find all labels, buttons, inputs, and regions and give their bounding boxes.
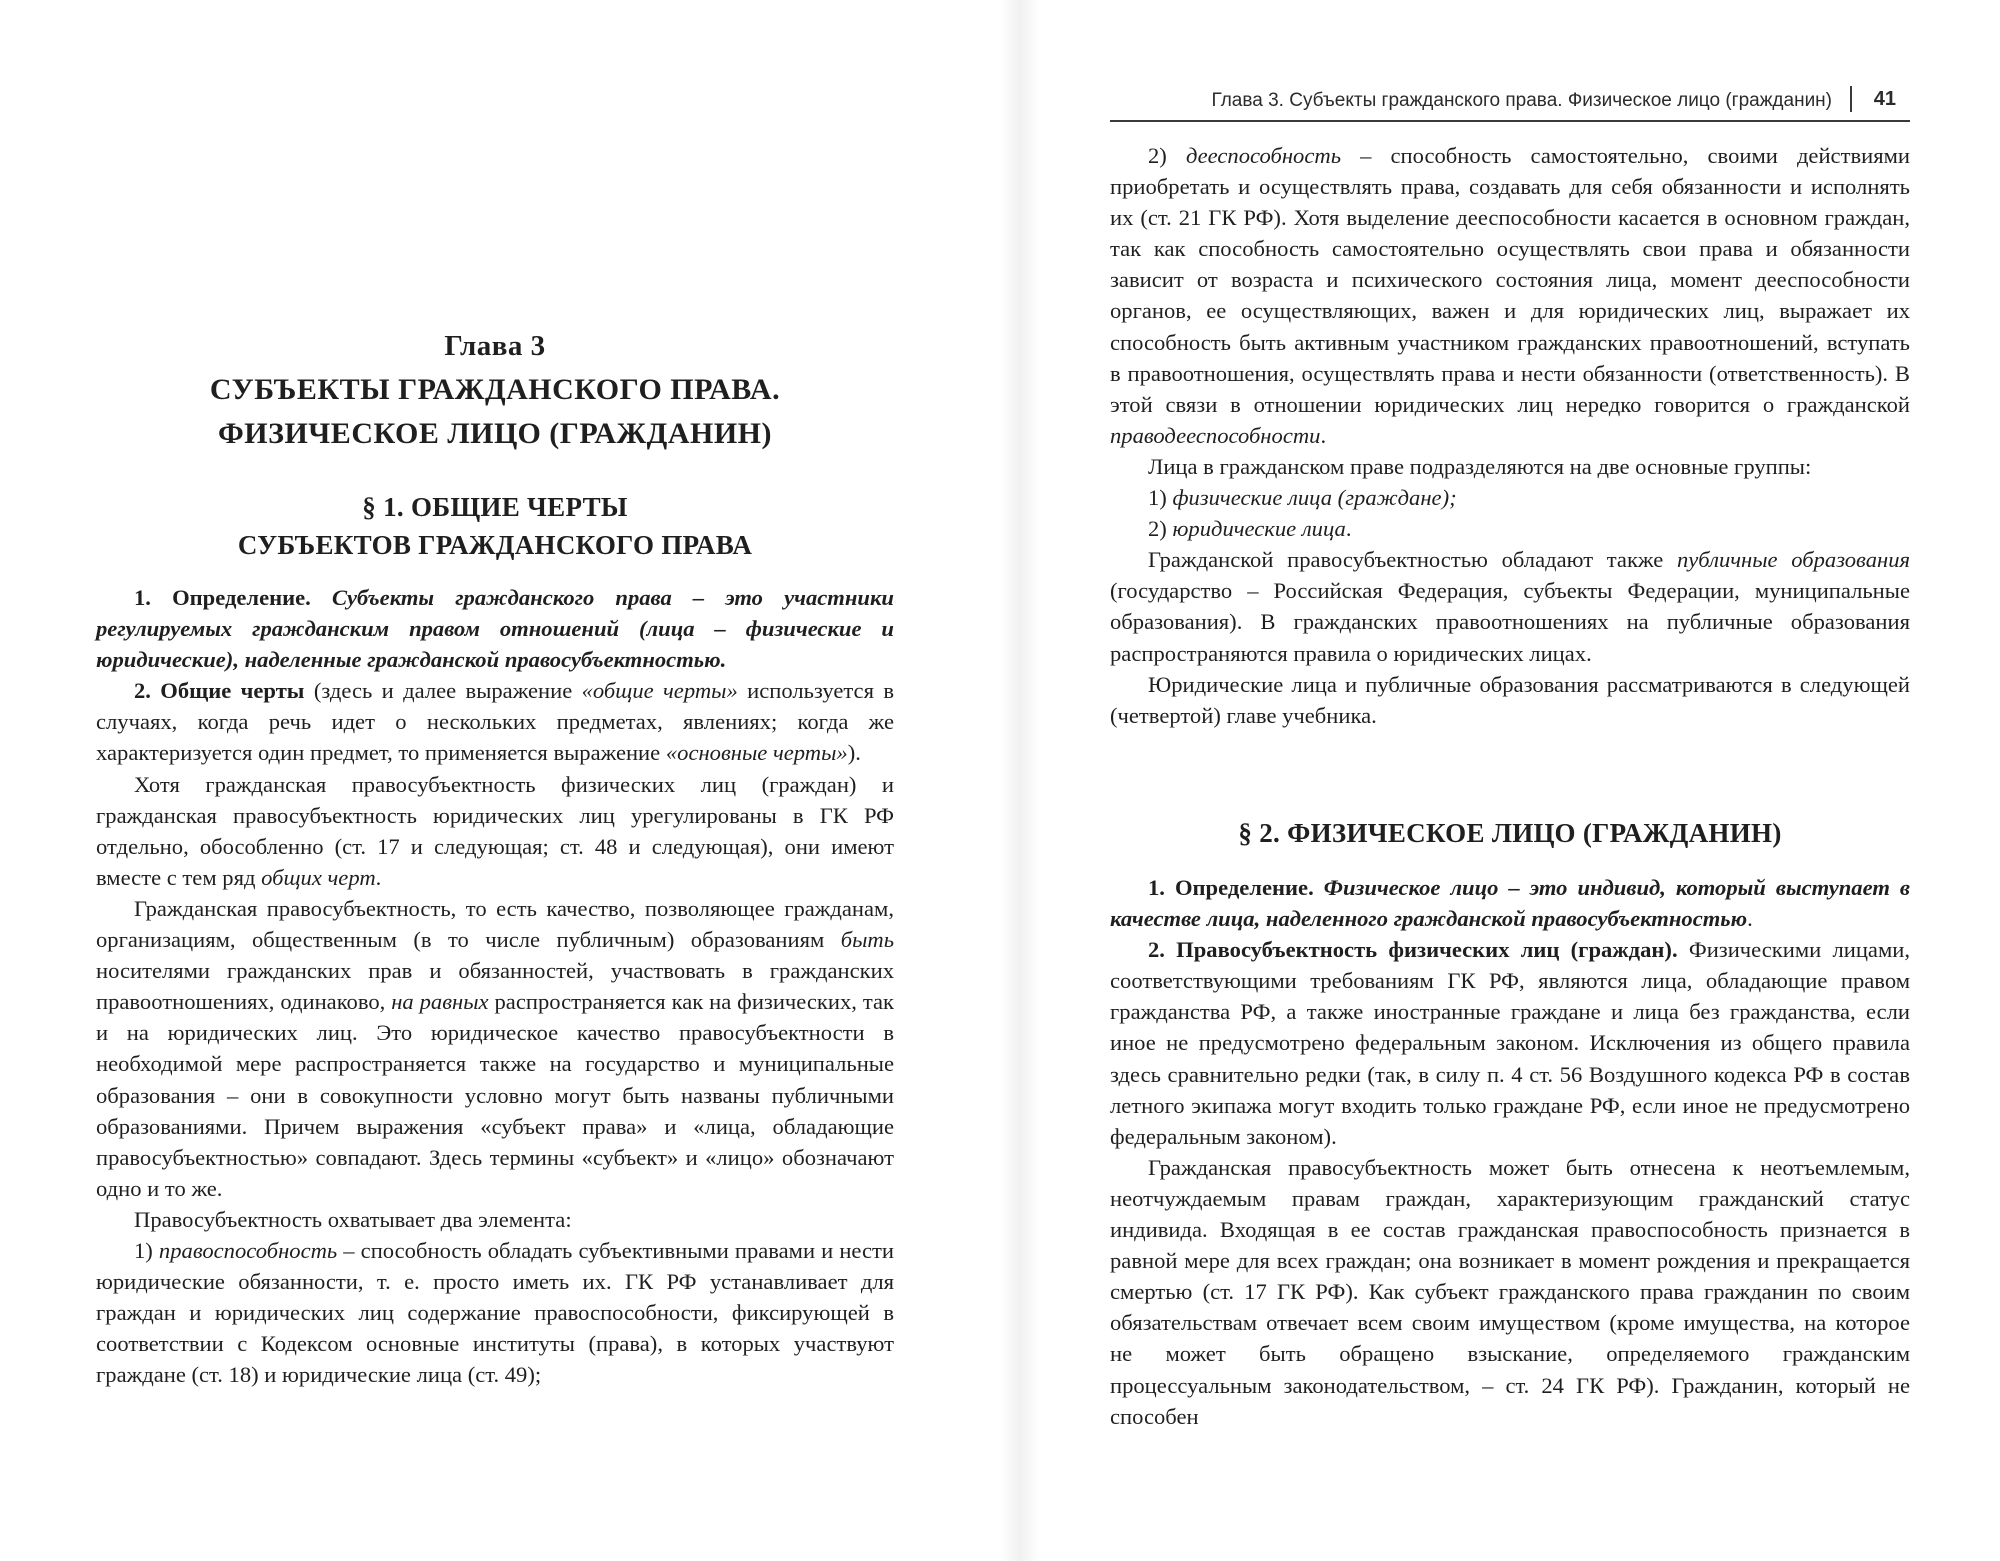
capacity-to-act-term: дееспособность xyxy=(1185,143,1341,168)
common-features-term-1: «общие черты» xyxy=(581,678,738,704)
section-2-heading-text: § 2. ФИЗИЧЕСКОЕ ЛИЦО (ГРАЖДАНИН) xyxy=(1238,818,1782,848)
paragraph-capacity-to-act xyxy=(1110,140,1910,451)
public-entities-term: публичные образования xyxy=(1676,547,1910,573)
paragraph-regulation xyxy=(96,769,894,893)
list-item-1 xyxy=(1110,482,1910,513)
individual-definition-lead: 1. Определение. xyxy=(1148,875,1314,900)
list-item-1-text: физические лица (граждане); xyxy=(1172,485,1457,511)
individual-capacity-lead: 2. Правосубъектность физических лиц (граждан). xyxy=(1148,937,1678,963)
section-1-heading xyxy=(96,488,894,564)
rights-capacity-term: правоспособность xyxy=(158,1237,338,1263)
list-item-2-number: 2) xyxy=(1148,516,1167,542)
common-features-text-a: (здесь и далее выражение xyxy=(313,678,573,704)
list-item-1-number: 1) xyxy=(1148,485,1167,511)
running-header xyxy=(1110,86,1910,122)
capacity-to-act-text: – способность самостоятельно, своими действиями приобретать и осуществлять права, создавать для себя обязанности и исполнять их (ст. 21 ГК РФ). Хотя выделение дееспособности касается в основном граждан, так как способность самостоятельно осуществлять свои права и обязанности зависит от возраста и психического состояния лица, момент дееспособности органов, ее осуществляющих, важен и для юридических лиц, выражает их способность быть активным участником гражданских правоотношений, вступать в правоотношения, осуществлять права и нести обязанности (ответственность). В этой связи в отношении юридических лиц нередко говорится о гражданской xyxy=(1110,143,1910,417)
paragraph-inalienable: Гражданская правосубъектность может быть отнесена к неотъемлемым, неотчуждаемым правам граждан, характеризующим гражданский статус индивида. Входящая в ее состав гражданская правоспособность признается в равной мере для всех граждан; она возникает в момент рождения и прекращается смертью (ст. 17 ГК РФ). Как субъект гражданского права гражданин по своим обязательствам отвечает всем своим имуществом (кроме имущества, на которое не может быть обращено взыскание, определяемого гражданским процессуальным законодательством, – ст. 24 ГК РФ). Гражданин, который не способен xyxy=(1110,1154,1910,1429)
legal-capacity-term-2: на равных xyxy=(391,989,489,1015)
common-features-text-c: ). xyxy=(847,740,861,766)
legal-capacity-text-b: носителями гражданских прав и обязанностей, участвовать в гражданских правоотношениях, одинаково, xyxy=(96,958,894,1015)
capacity-to-act-number: 2) xyxy=(1148,143,1167,168)
list-item-2-end: . xyxy=(1345,516,1352,542)
paragraph-two-elements: Правосубъектность охватывает два элемента: xyxy=(134,1206,572,1232)
public-entities-text-b: (государство – Российская Федерация, субъекты Федерации, муниципальные образования). В гражданских правоотношениях на публичные образования распространяются правила о юридических лицах. xyxy=(1110,578,1910,666)
paragraph-common-features xyxy=(96,675,894,768)
paragraph-next-chapter: Юридические лица и публичные образования рассматриваются в следующей (четвертой) главе учебника. xyxy=(1110,671,1910,728)
legal-capacity-text-c: распространяется как на физических, так и на юридических лиц. Это юридическое качество правосубъектности в необходимой мере распространяется также на государство и муниципальные образования – они в совокупности условно могут быть названы публичными образованиями. Причем выражения «субъект права» и «лица, обладающие правосубъектностью» совпадают. Здесь термины «субъект» и «лицо» обозначают одно и то же. xyxy=(96,989,894,1201)
paragraph-individual-definition xyxy=(1110,872,1910,934)
public-entities-text-a: Гражданской правосубъектностью обладают также xyxy=(1148,547,1664,573)
book-gutter xyxy=(1000,0,1040,1561)
chapter-title-line-1: СУБЪЕКТЫ ГРАЖДАНСКОГО ПРАВА. xyxy=(209,373,781,406)
chapter-title-line-2: ФИЗИЧЕСКОЕ ЛИЦО (ГРАЖДАНИН) xyxy=(218,417,772,450)
regulation-text-a: Хотя гражданская правосубъектность физических лиц (граждан) и гражданская правосубъектность юридических лиц урегулированы в ГК РФ отдельно, обособленно (ст. 17 и следующая; ст. 48 и следующая), они имеют вместе с тем ряд xyxy=(96,771,894,890)
individual-capacity-text: Физическими лицами, соответствующими требованиям ГК РФ, являются лица, обладающие правом гражданства РФ, а также иностранные граждане и лица без гражданства, если иное не предусмотрено федеральным законом. Исключения из общего правила здесь сравнительно редки (так, в силу п. 4 ст. 56 Воздушного кодекса РФ в состав летного экипажа могут входить только граждане РФ, если иное не предусмотрено федеральным законом). xyxy=(1110,937,1910,1149)
common-features-text-b: используется в случаях, когда речь идет о нескольких предметах, явлениях; когда же характеризуется один предмет, то применяется выражение xyxy=(96,678,894,766)
list-item-2 xyxy=(1110,513,1910,544)
paragraph-legal-capacity xyxy=(96,893,894,1204)
individual-definition-text: Физическое лицо – это индивид, который выступает в качестве лица, наделенного гражданской правосубъектностью xyxy=(1110,875,1910,932)
rights-capacity-number: 1) xyxy=(134,1237,153,1263)
legal-capacity-text-a: Гражданская правосубъектность, то есть качество, позволяющее гражданам, организациям, общественным (в то числе публичным) образованиям xyxy=(96,895,894,953)
regulation-text-b: . xyxy=(375,864,382,890)
regulation-term: общих черт xyxy=(261,864,376,890)
section-2-heading xyxy=(1110,814,1910,852)
chapter-label: Глава 3 xyxy=(444,330,546,362)
capacity-to-act-end: . xyxy=(1320,422,1327,448)
section-1-heading-line-2: СУБЪЕКТОВ ГРАЖДАНСКОГО ПРАВА xyxy=(237,530,753,560)
legal-capacity-term-1: быть xyxy=(840,927,895,953)
definition-text: Субъекты гражданского права – это участники регулируемых гражданским правом отношений (лица – физические и юридические), наделенные гражданской правосубъектностью. xyxy=(96,585,894,673)
paragraph-individual-capacity xyxy=(1110,934,1910,1152)
section-1-heading-line-1: § 1. ОБЩИЕ ЧЕРТЫ xyxy=(362,492,628,522)
paragraph-public-entities xyxy=(1110,544,1910,668)
common-features-lead: 2. Общие черты xyxy=(134,678,305,704)
rights-capacity-text: – способность обладать субъективными правами и нести юридические обязанности, т. е. просто иметь их. ГК РФ устанавливает для граждан и юридических лиц содержание правоспособности, фиксирующей в соответствии с Кодексом основные институты (права), в которых участвуют граждане (ст. 18) и юридические лица (ст. 49); xyxy=(96,1237,895,1388)
individual-definition-end: . xyxy=(1747,906,1753,932)
capacity-to-act-term-2: праводееспособности xyxy=(1110,422,1321,448)
right-body-text-bottom xyxy=(1110,872,1910,1432)
definition-lead: 1. Определение. xyxy=(134,585,311,610)
chapter-title xyxy=(96,368,894,456)
left-body-text xyxy=(96,582,894,1390)
running-header-separator xyxy=(1850,86,1852,112)
page-number: 41 xyxy=(1873,88,1896,110)
right-body-text-top xyxy=(1110,140,1910,731)
paragraph-definition xyxy=(96,582,894,675)
common-features-term-2: «основные черты» xyxy=(665,740,848,766)
paragraph-groups: Лица в гражданском праве подразделяются на две основные группы: xyxy=(1148,453,1812,479)
running-header-title: Глава 3. Субъекты гражданского права. Физическое лицо (гражданин) xyxy=(1211,90,1832,111)
right-page xyxy=(1110,0,1910,1561)
left-page xyxy=(96,0,894,1561)
list-item-2-text: юридические лица xyxy=(1172,516,1346,542)
paragraph-rights-capacity xyxy=(96,1235,894,1390)
